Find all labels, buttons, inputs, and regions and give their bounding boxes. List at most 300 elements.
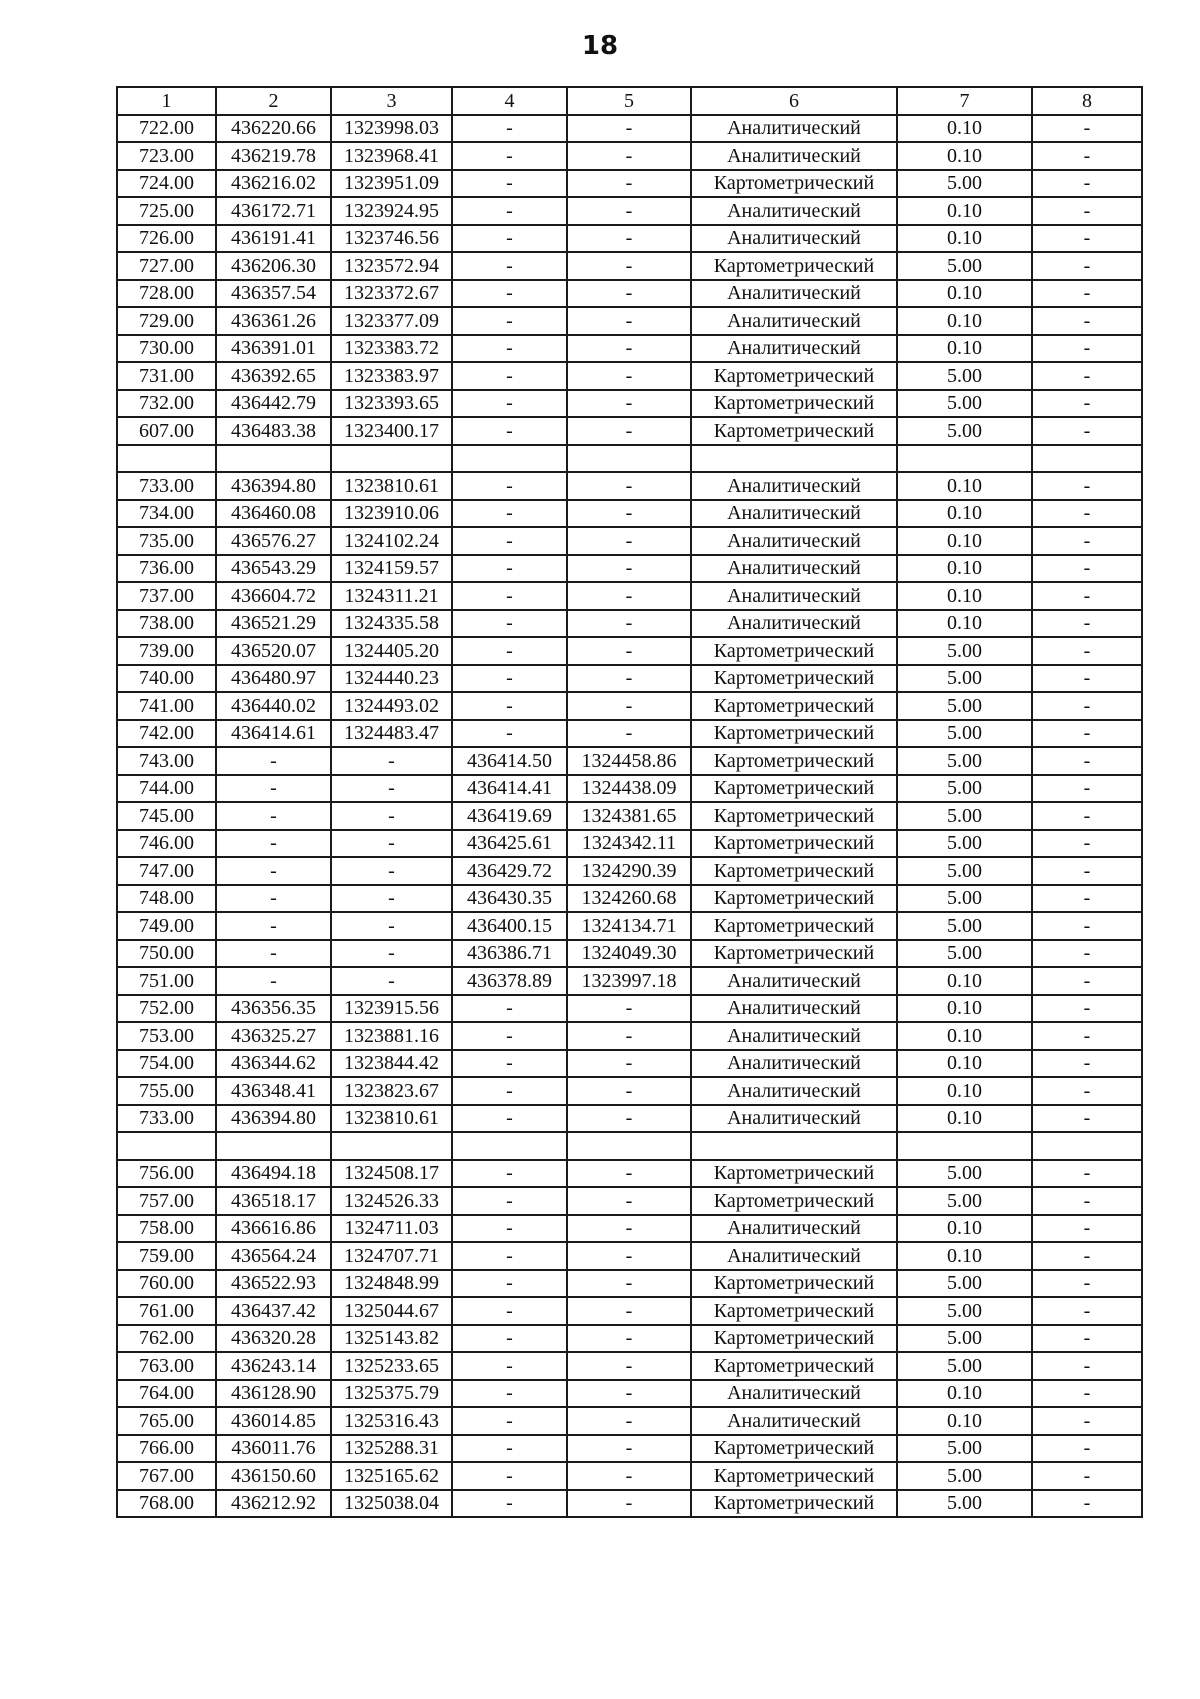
table-cell: -	[452, 417, 567, 445]
table-row	[117, 1462, 1142, 1490]
table-row	[117, 610, 1142, 638]
table-cell: -	[452, 1490, 567, 1518]
table-cell: -	[567, 1022, 691, 1050]
table-cell: 5.00	[897, 885, 1032, 913]
table-cell: 730.00	[117, 335, 216, 363]
table-cell: 436356.35	[216, 995, 331, 1023]
table-cell: 436430.35	[452, 885, 567, 913]
table-cell: -	[1032, 1050, 1142, 1078]
table-cell: 436414.61	[216, 720, 331, 748]
table-cell: 5.00	[897, 940, 1032, 968]
table-row	[117, 390, 1142, 418]
table-cell: Картометрический	[691, 1435, 897, 1463]
table-cell: -	[452, 1215, 567, 1243]
table-cell: -	[1032, 995, 1142, 1023]
table-cell: 436564.24	[216, 1242, 331, 1270]
table-cell: 5.00	[897, 1352, 1032, 1380]
table-cell: -	[1032, 1297, 1142, 1325]
table-cell: 1323910.06	[331, 500, 452, 528]
table-cell: -	[567, 1352, 691, 1380]
table-cell: -	[452, 527, 567, 555]
table-cell: -	[216, 912, 331, 940]
table-cell: 742.00	[117, 720, 216, 748]
table-row	[117, 1490, 1142, 1518]
table-cell: -	[567, 1160, 691, 1188]
table-cell: -	[1032, 1077, 1142, 1105]
table-cell: 1323823.67	[331, 1077, 452, 1105]
table-cell: -	[1032, 335, 1142, 363]
table-cell: 5.00	[897, 1435, 1032, 1463]
table-cell: -	[1032, 637, 1142, 665]
table-cell: 766.00	[117, 1435, 216, 1463]
table-cell: -	[1032, 1380, 1142, 1408]
table-cell: Аналитический	[691, 472, 897, 500]
table-cell: -	[567, 665, 691, 693]
table-cell: Картометрический	[691, 1297, 897, 1325]
table-cell: 0.10	[897, 1407, 1032, 1435]
table-cell: 731.00	[117, 362, 216, 390]
table-cell: -	[331, 940, 452, 968]
table-cell: 1325165.62	[331, 1462, 452, 1490]
table-cell: Аналитический	[691, 1407, 897, 1435]
table-cell: 0.10	[897, 527, 1032, 555]
table-cell: 723.00	[117, 142, 216, 170]
table-cell: -	[452, 1352, 567, 1380]
table-cell: -	[1032, 610, 1142, 638]
table-cell: -	[1032, 1325, 1142, 1353]
table-cell: 5.00	[897, 775, 1032, 803]
table-row	[117, 1270, 1142, 1298]
table-cell: 728.00	[117, 280, 216, 308]
table-cell: 1324381.65	[567, 802, 691, 830]
table-cell: -	[452, 1050, 567, 1078]
table-cell: 0.10	[897, 197, 1032, 225]
table-cell: -	[1032, 1407, 1142, 1435]
table-row	[117, 1105, 1142, 1133]
table-cell: 1324711.03	[331, 1215, 452, 1243]
table-cell: Картометрический	[691, 720, 897, 748]
table-cell: 1324848.99	[331, 1270, 452, 1298]
header-cell: 2	[216, 87, 331, 115]
table-cell: 759.00	[117, 1242, 216, 1270]
table-cell: Аналитический	[691, 995, 897, 1023]
table-cell: 5.00	[897, 830, 1032, 858]
table-row	[117, 995, 1142, 1023]
table-cell: Аналитический	[691, 967, 897, 995]
table-cell: 436616.86	[216, 1215, 331, 1243]
table-cell: Картометрический	[691, 390, 897, 418]
table-cell: 736.00	[117, 555, 216, 583]
table-cell: -	[452, 197, 567, 225]
table-cell: 436361.26	[216, 307, 331, 335]
table-cell: -	[331, 775, 452, 803]
table-cell: 436219.78	[216, 142, 331, 170]
table-cell: -	[567, 582, 691, 610]
table-cell: 1324260.68	[567, 885, 691, 913]
table-cell: 737.00	[117, 582, 216, 610]
table-cell: 436400.15	[452, 912, 567, 940]
table-cell: -	[1032, 1435, 1142, 1463]
table-cell: 436386.71	[452, 940, 567, 968]
table-cell: -	[452, 1380, 567, 1408]
table-cell: 1325038.04	[331, 1490, 452, 1518]
table-cell: 436011.76	[216, 1435, 331, 1463]
table-cell: -	[567, 307, 691, 335]
table-cell: 436325.27	[216, 1022, 331, 1050]
table-cell: 0.10	[897, 582, 1032, 610]
table-cell: -	[452, 1435, 567, 1463]
table-cell: 1324311.21	[331, 582, 452, 610]
table-cell: -	[331, 857, 452, 885]
table-cell: 725.00	[117, 197, 216, 225]
table-row	[117, 197, 1142, 225]
table-cell: Аналитический	[691, 1050, 897, 1078]
table-cell: 1323377.09	[331, 307, 452, 335]
table-cell: 761.00	[117, 1297, 216, 1325]
table-cell: 762.00	[117, 1325, 216, 1353]
table-cell: -	[452, 555, 567, 583]
table-cell: -	[567, 1077, 691, 1105]
table-cell: -	[216, 857, 331, 885]
header-cell: 4	[452, 87, 567, 115]
table-cell: Аналитический	[691, 582, 897, 610]
table-cell: 1325143.82	[331, 1325, 452, 1353]
table-cell: 5.00	[897, 1270, 1032, 1298]
table-cell: 1325044.67	[331, 1297, 452, 1325]
table-cell: 1324405.20	[331, 637, 452, 665]
table-cell: -	[1032, 1160, 1142, 1188]
table-cell: -	[1032, 142, 1142, 170]
table-cell: 0.10	[897, 500, 1032, 528]
table-cell: -	[567, 142, 691, 170]
table-cell: 436520.07	[216, 637, 331, 665]
table-cell: -	[567, 637, 691, 665]
table-cell: -	[1032, 527, 1142, 555]
table-cell: 5.00	[897, 1462, 1032, 1490]
table-cell: -	[1032, 417, 1142, 445]
table-cell: 436480.97	[216, 665, 331, 693]
table-cell: -	[216, 775, 331, 803]
table-cell: 1323810.61	[331, 1105, 452, 1133]
table-cell: -	[567, 225, 691, 253]
table-row	[117, 857, 1142, 885]
table-cell: 1323400.17	[331, 417, 452, 445]
table-row	[117, 225, 1142, 253]
table-cell: -	[567, 1462, 691, 1490]
table-cell: 436442.79	[216, 390, 331, 418]
table-cell: 767.00	[117, 1462, 216, 1490]
table-cell: Картометрический	[691, 665, 897, 693]
table-cell: -	[1032, 1105, 1142, 1133]
table-cell: Аналитический	[691, 610, 897, 638]
table-cell: 436518.17	[216, 1187, 331, 1215]
table-cell: 724.00	[117, 170, 216, 198]
table-cell: Аналитический	[691, 555, 897, 583]
table-cell: 1325233.65	[331, 1352, 452, 1380]
table-cell: 1324707.71	[331, 1242, 452, 1270]
table-cell: 5.00	[897, 390, 1032, 418]
table-cell: 5.00	[897, 417, 1032, 445]
table-cell: 436220.66	[216, 115, 331, 143]
table-cell: 436576.27	[216, 527, 331, 555]
table-cell: Аналитический	[691, 1022, 897, 1050]
table-cell: -	[216, 747, 331, 775]
table-cell: -	[1032, 857, 1142, 885]
table-cell	[117, 445, 216, 473]
table-cell: -	[452, 252, 567, 280]
table-row	[117, 252, 1142, 280]
table-cell: -	[216, 830, 331, 858]
table-cell: 760.00	[117, 1270, 216, 1298]
table-cell: 756.00	[117, 1160, 216, 1188]
table-cell: 1323997.18	[567, 967, 691, 995]
table-cell: -	[1032, 390, 1142, 418]
table-cell: -	[1032, 307, 1142, 335]
table-cell: 5.00	[897, 747, 1032, 775]
table-cell: 768.00	[117, 1490, 216, 1518]
table-row	[117, 1132, 1142, 1160]
table-cell: -	[1032, 280, 1142, 308]
table-cell: -	[452, 995, 567, 1023]
table-cell: -	[1032, 115, 1142, 143]
table-cell: -	[567, 1435, 691, 1463]
table-cell	[216, 445, 331, 473]
table-cell: 5.00	[897, 692, 1032, 720]
table-cell: 1324493.02	[331, 692, 452, 720]
table-cell: 436394.80	[216, 472, 331, 500]
table-cell: 436344.62	[216, 1050, 331, 1078]
table-cell: -	[452, 307, 567, 335]
table-cell: 1324440.23	[331, 665, 452, 693]
table-cell: -	[1032, 720, 1142, 748]
table-cell: -	[1032, 775, 1142, 803]
table-cell: 436212.92	[216, 1490, 331, 1518]
table-cell: -	[567, 500, 691, 528]
table-cell: Картометрический	[691, 885, 897, 913]
table-cell: -	[567, 527, 691, 555]
table-cell: 436522.93	[216, 1270, 331, 1298]
table-cell: 436391.01	[216, 335, 331, 363]
table-row	[117, 885, 1142, 913]
table-cell	[216, 1132, 331, 1160]
table-cell: -	[567, 610, 691, 638]
table-cell: 733.00	[117, 472, 216, 500]
coordinates-table	[116, 86, 1143, 1518]
table-cell: -	[331, 802, 452, 830]
table-cell: Аналитический	[691, 225, 897, 253]
table-cell: -	[452, 665, 567, 693]
table-cell: -	[331, 830, 452, 858]
table-cell: 1324290.39	[567, 857, 691, 885]
table-cell: 748.00	[117, 885, 216, 913]
table-cell: -	[1032, 1242, 1142, 1270]
table-row	[117, 802, 1142, 830]
table-cell: -	[452, 582, 567, 610]
table-cell: 436128.90	[216, 1380, 331, 1408]
table-cell: -	[452, 170, 567, 198]
table-cell: Картометрический	[691, 1160, 897, 1188]
table-cell: -	[1032, 555, 1142, 583]
table-cell: 765.00	[117, 1407, 216, 1435]
table-cell: -	[1032, 1490, 1142, 1518]
table-cell: -	[452, 1462, 567, 1490]
table-cell: Аналитический	[691, 115, 897, 143]
table-cell: Аналитический	[691, 527, 897, 555]
table-row	[117, 1077, 1142, 1105]
table-cell: Аналитический	[691, 307, 897, 335]
table-cell: -	[452, 692, 567, 720]
table-cell: 1325375.79	[331, 1380, 452, 1408]
table-cell: 0.10	[897, 967, 1032, 995]
table-cell: 0.10	[897, 1105, 1032, 1133]
table-cell: 436425.61	[452, 830, 567, 858]
table-cell: Картометрический	[691, 1187, 897, 1215]
table-cell: -	[452, 610, 567, 638]
table-cell: 1324508.17	[331, 1160, 452, 1188]
table-cell: Картометрический	[691, 940, 897, 968]
table-cell: 436494.18	[216, 1160, 331, 1188]
table-cell: 758.00	[117, 1215, 216, 1243]
table-cell: -	[567, 1380, 691, 1408]
table-cell: Аналитический	[691, 142, 897, 170]
table-cell: -	[452, 1077, 567, 1105]
table-cell: 744.00	[117, 775, 216, 803]
table-cell: -	[567, 1187, 691, 1215]
table-cell: 436320.28	[216, 1325, 331, 1353]
table-cell: -	[452, 142, 567, 170]
table-cell: 436543.29	[216, 555, 331, 583]
table-cell: -	[567, 692, 691, 720]
table-cell: 5.00	[897, 170, 1032, 198]
table-cell: -	[1032, 830, 1142, 858]
table-cell: -	[452, 1242, 567, 1270]
table-cell: 1324342.11	[567, 830, 691, 858]
table-cell: Картометрический	[691, 252, 897, 280]
table-cell: 0.10	[897, 610, 1032, 638]
table-row	[117, 940, 1142, 968]
table-cell: -	[1032, 967, 1142, 995]
table-cell: 436440.02	[216, 692, 331, 720]
table-cell: 750.00	[117, 940, 216, 968]
table-cell: 436604.72	[216, 582, 331, 610]
table-cell: 436460.08	[216, 500, 331, 528]
table-cell: 436348.41	[216, 1077, 331, 1105]
table-cell: 741.00	[117, 692, 216, 720]
table-cell: 436378.89	[452, 967, 567, 995]
table-row	[117, 1325, 1142, 1353]
table-cell: -	[452, 1297, 567, 1325]
table-row	[117, 445, 1142, 473]
table-cell: 753.00	[117, 1022, 216, 1050]
table-cell: -	[567, 170, 691, 198]
table-cell: 5.00	[897, 1297, 1032, 1325]
table-row	[117, 1215, 1142, 1243]
table-row	[117, 1022, 1142, 1050]
table-cell: 0.10	[897, 115, 1032, 143]
table-cell: 0.10	[897, 335, 1032, 363]
table-cell: 436150.60	[216, 1462, 331, 1490]
table-cell: -	[1032, 692, 1142, 720]
table-cell: 726.00	[117, 225, 216, 253]
table-cell: Картометрический	[691, 802, 897, 830]
table-cell: -	[452, 500, 567, 528]
table-cell: 5.00	[897, 1160, 1032, 1188]
table-cell: -	[1032, 940, 1142, 968]
table-cell: 764.00	[117, 1380, 216, 1408]
table-row	[117, 912, 1142, 940]
table-row	[117, 142, 1142, 170]
table-row	[117, 1352, 1142, 1380]
table-cell	[567, 1132, 691, 1160]
table-cell: Аналитический	[691, 1105, 897, 1133]
table-cell: Картометрический	[691, 637, 897, 665]
table-cell: Картометрический	[691, 775, 897, 803]
table-row	[117, 1050, 1142, 1078]
table-cell: -	[452, 390, 567, 418]
table-cell: Картометрический	[691, 857, 897, 885]
table-cell: 436483.38	[216, 417, 331, 445]
table-cell: 1323372.67	[331, 280, 452, 308]
table-cell: -	[1032, 500, 1142, 528]
table-cell: -	[567, 995, 691, 1023]
table-cell: 1323810.61	[331, 472, 452, 500]
table-cell: 5.00	[897, 252, 1032, 280]
table-header-row	[117, 87, 1142, 115]
table-cell: 747.00	[117, 857, 216, 885]
table-cell: 0.10	[897, 280, 1032, 308]
table-cell: Картометрический	[691, 362, 897, 390]
table-cell: Картометрический	[691, 830, 897, 858]
table-row	[117, 527, 1142, 555]
table-cell: -	[1032, 1462, 1142, 1490]
table-cell: 436172.71	[216, 197, 331, 225]
table-row	[117, 1297, 1142, 1325]
table-cell: 5.00	[897, 637, 1032, 665]
table-cell: 1323844.42	[331, 1050, 452, 1078]
table-cell	[897, 445, 1032, 473]
page-number: 18	[581, 31, 619, 61]
table-cell: -	[567, 335, 691, 363]
table-row	[117, 115, 1142, 143]
table-cell: Аналитический	[691, 500, 897, 528]
table-cell: -	[452, 280, 567, 308]
table-cell: -	[452, 1325, 567, 1353]
table-cell: -	[1032, 582, 1142, 610]
table-cell: Аналитический	[691, 1242, 897, 1270]
table-cell: 436414.41	[452, 775, 567, 803]
table-cell: Аналитический	[691, 335, 897, 363]
table-cell: 1324134.71	[567, 912, 691, 940]
table-cell: Аналитический	[691, 1077, 897, 1105]
table-row	[117, 967, 1142, 995]
table-cell: Картометрический	[691, 1462, 897, 1490]
table-cell: 436419.69	[452, 802, 567, 830]
table-cell: -	[1032, 1187, 1142, 1215]
table-cell: -	[567, 1050, 691, 1078]
table-cell: -	[567, 1490, 691, 1518]
table-cell: -	[452, 1105, 567, 1133]
table-cell: Картометрический	[691, 417, 897, 445]
table-cell: 1324526.33	[331, 1187, 452, 1215]
table-cell: Картометрический	[691, 1270, 897, 1298]
table-cell: 0.10	[897, 1077, 1032, 1105]
table-cell: 1323393.65	[331, 390, 452, 418]
table-cell: 751.00	[117, 967, 216, 995]
table-cell: -	[331, 885, 452, 913]
table-cell: -	[567, 555, 691, 583]
table-cell: 436206.30	[216, 252, 331, 280]
table-cell: 436357.54	[216, 280, 331, 308]
